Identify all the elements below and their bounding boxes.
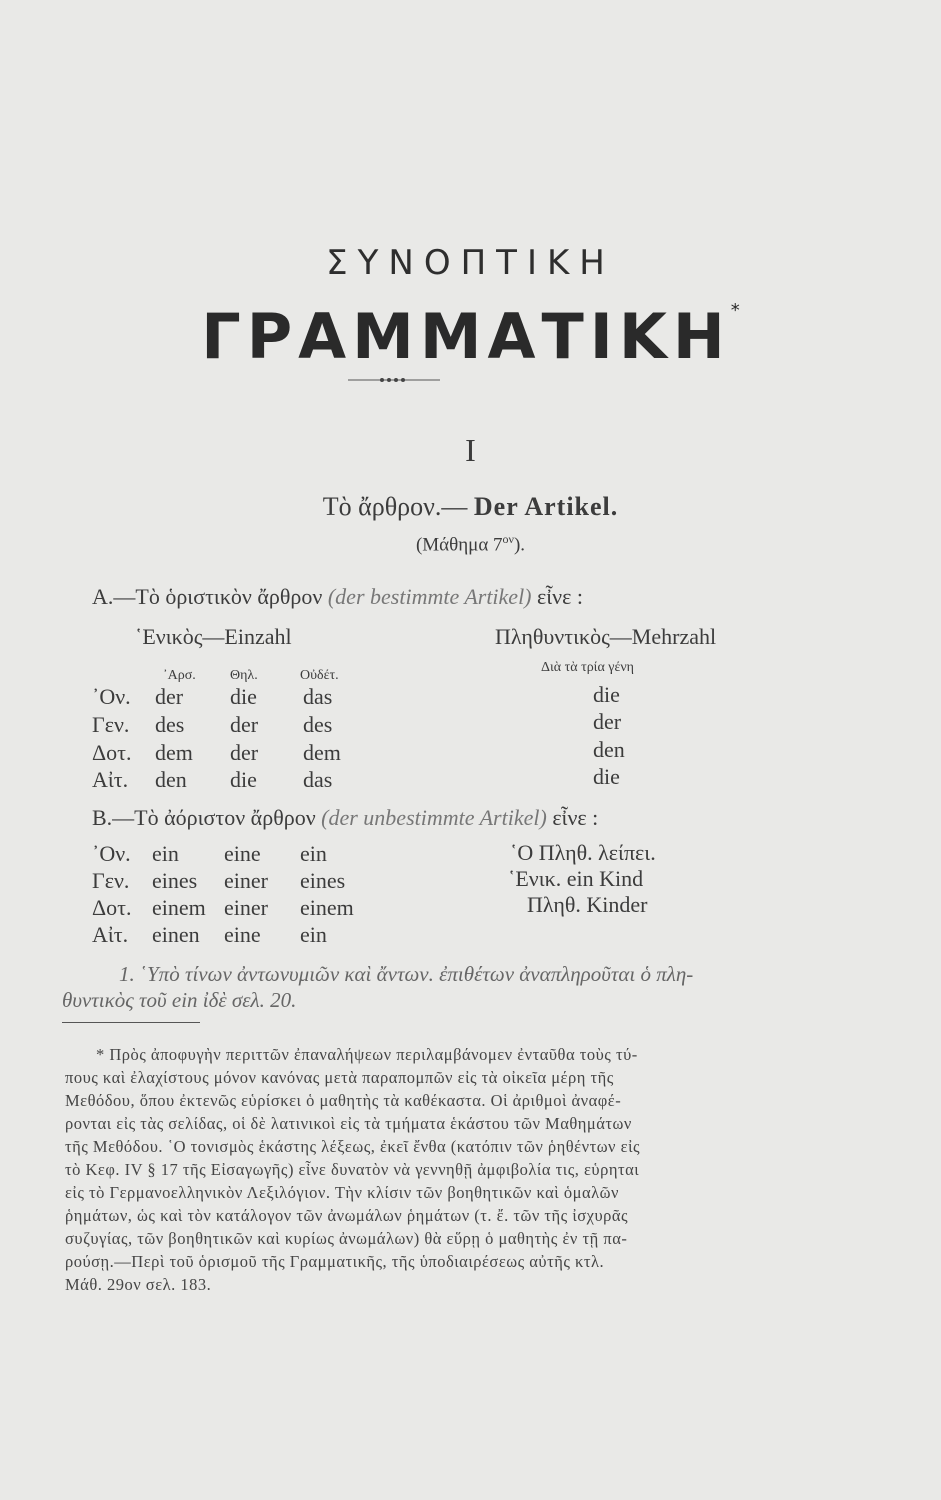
article-cell: des	[155, 712, 185, 737]
part-b-intro-prefix: Β.—Τὸ ἀόριστον ἄρθρον	[92, 805, 316, 830]
article-cell: der	[593, 709, 622, 734]
side-note: Πληθ. Kinder	[527, 892, 648, 917]
article-cell: die	[593, 682, 620, 707]
article-cell: eines	[300, 868, 346, 893]
article-cell: der	[230, 740, 259, 765]
footnote-line: Μεθόδου, ὅπου ἐκτενῶς εὑρίσκει ὁ μαθητὴς τὰ καθέκαστα. Οἱ ἀριθμοὶ ἀναφέ-	[65, 1091, 622, 1110]
lesson-subtitle-sup: ον	[502, 532, 514, 546]
plural-header: Πληθυντικὸς—Mehrzahl	[495, 624, 717, 649]
footnote-line: ρονται εἰς τὰς σελίδας, οἱ δὲ λατινικοὶ εἰς τὰ τμήματα ἑκάστου τῶν Μαθημάτων	[65, 1114, 632, 1133]
part-b-intro	[92, 805, 598, 831]
article-cell: dem	[303, 740, 341, 765]
part-a-intro-german: (der bestimmte Artikel)	[327, 584, 532, 609]
case-label: ᾿Ον.	[92, 841, 131, 866]
gender-header-neut: Οὐδέτ.	[300, 668, 339, 683]
article-cell: das	[303, 684, 333, 709]
side-note: ῾Ο Πληθ. λείπει.	[510, 840, 656, 865]
footnote-line: πους καὶ ἐλαχίστους μόνον κανόνας μετὰ παραπομπῶν εἰς τὰ οἰκεῖα μέρη τῆς	[65, 1068, 614, 1087]
header-title-line1: ΣΥΝΟΠΤΙΚΗ	[326, 243, 615, 283]
article-cell: ein	[300, 922, 327, 947]
footnote-line: ρούσῃ.—Περὶ τοῦ ὁρισμοῦ τῆς Γραμματικῆς, τῆς ὑποδιαιρέσεως αὐτῆς κτλ.	[65, 1252, 605, 1271]
note-1-line1: 1. ῾Υπὸ τίνων ἀντωνυμιῶν καὶ ἄντων. ἐπιθέτων ἀναπληροῦται ὁ πλη-	[119, 962, 694, 986]
part-b-intro-suffix: εἶνε :	[552, 805, 599, 830]
article-cell: einer	[224, 868, 268, 893]
lesson-title-greek: Τὸ ἄρθρον.—	[322, 492, 468, 521]
article-cell: eine	[224, 841, 261, 866]
article-cell: einem	[152, 895, 206, 920]
section-number: I	[465, 432, 476, 468]
case-label: Αἰτ.	[92, 922, 129, 947]
case-label: Γεν.	[92, 868, 130, 893]
case-label: ᾿Ον.	[92, 684, 131, 709]
article-cell: der	[155, 684, 184, 709]
article-cell: des	[303, 712, 333, 737]
article-cell: eines	[152, 868, 198, 893]
article-cell: einem	[300, 895, 354, 920]
footnote-divider	[62, 1022, 200, 1023]
lesson-title-german: Der Artikel.	[473, 492, 619, 521]
lesson-subtitle	[0, 532, 941, 556]
article-cell: der	[230, 712, 259, 737]
side-note: ῾Ενικ. ein Kind	[508, 866, 644, 891]
case-label: Γεν.	[92, 712, 130, 737]
header-title-line2	[0, 300, 941, 373]
article-cell: einen	[152, 922, 200, 947]
ornament-divider-icon	[348, 375, 440, 385]
lesson-subtitle-suffix: ).	[513, 534, 526, 556]
footnote-line: ῥημάτων, ὡς καὶ τὸν κατάλογον τῶν ἀνωμάλων ῥημάτων (τ. ἔ. τῶν τῆς ἰσχυρᾶς	[65, 1206, 629, 1225]
plural-note: Διὰ τὰ τρία γένη	[541, 660, 634, 675]
article-cell: die	[593, 764, 620, 789]
article-cell: eine	[224, 922, 261, 947]
article-cell: das	[303, 767, 333, 792]
footnote-line: τὸ Κεφ. IV § 17 τῆς Εἰσαγωγῆς) εἶνε δυνατὸν νὰ γεννηθῇ ἀμφιβολία τις, εὑρηται	[65, 1160, 640, 1179]
article-cell: einer	[224, 895, 268, 920]
part-a-intro-prefix: Α.—Τὸ ὁριστικὸν ἄρθρον	[92, 584, 323, 609]
footnote-line: * Πρὸς ἀποφυγὴν περιττῶν ἐπαναλήψεων περιλαμβάνομεν ἐνταῦθα τοὺς τύ-	[96, 1045, 638, 1064]
part-b-intro-german: (der unbestimmte Artikel)	[321, 805, 547, 830]
case-label: Αἰτ.	[92, 767, 129, 792]
case-label: Δοτ.	[92, 895, 132, 920]
lesson-title	[0, 492, 941, 522]
case-label: Δοτ.	[92, 740, 132, 765]
header-title-text: ΓΡΑΜΜΑΤΙΚΗ	[201, 300, 731, 373]
gender-header-masc: ᾿Αρσ.	[163, 668, 196, 683]
article-cell: die	[230, 684, 257, 709]
article-cell: den	[593, 737, 625, 762]
article-cell: ein	[152, 841, 179, 866]
footnote-line: εἰς τὸ Γερμανοελληνικὸν Λεξιλόγιον. Τὴν κλίσιν τῶν βοηθητικῶν καὶ ὁμαλῶν	[65, 1183, 619, 1202]
singular-header: ῾Ενικὸς—Einzahl	[135, 624, 292, 649]
lesson-subtitle-prefix: (Μάθημα 7	[415, 534, 503, 556]
part-a-intro	[92, 584, 583, 610]
article-cell: die	[230, 767, 257, 792]
part-a-intro-suffix: εἶνε :	[537, 584, 583, 609]
note-1-line2: θυντικὸς τοῦ ein ἰδὲ σελ. 20.	[62, 988, 297, 1012]
footnote-line: συζυγίας, τῶν βοηθητικῶν καὶ κυρίως ἀνωμάλων) θὰ εὕρῃ ὁ μαθητὴς ἐν τῇ πα-	[65, 1229, 628, 1248]
gender-header-fem: Θηλ.	[230, 668, 258, 683]
footnote-asterisk: *	[730, 300, 740, 321]
article-cell: den	[155, 767, 187, 792]
article-cell: dem	[155, 740, 193, 765]
article-cell: ein	[300, 841, 327, 866]
footnote-line: τῆς Μεθόδου. ῾Ο τονισμὸς ἑκάστης λέξεως, ἐκεῖ ἔνθα (κατόπιν τῶν ῥηθέντων εἰς	[65, 1137, 641, 1156]
footnote-line: Μάθ. 29ον σελ. 183.	[65, 1275, 212, 1294]
